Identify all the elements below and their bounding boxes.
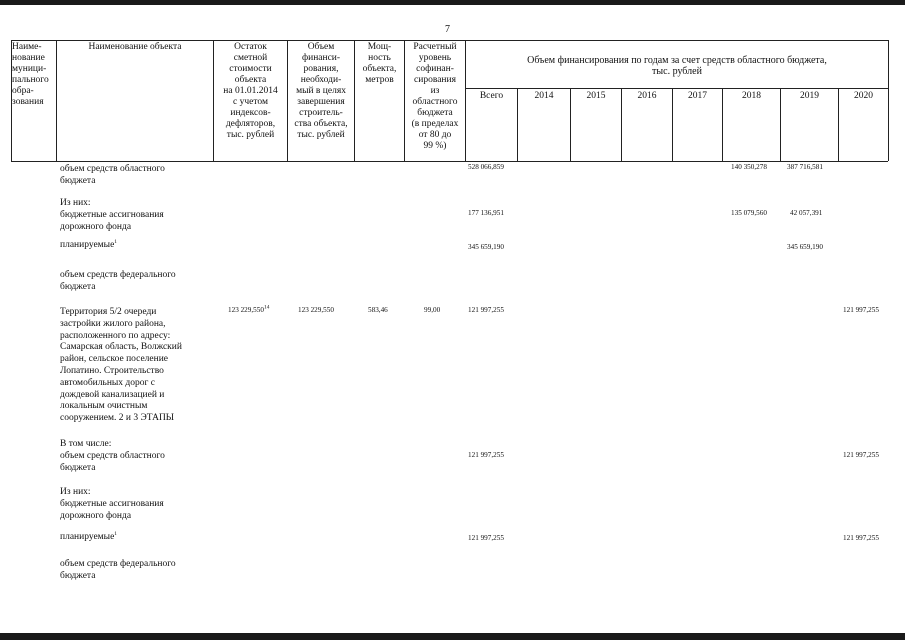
row-total: 177 136,951	[468, 209, 504, 217]
header-year-2016: 2016	[637, 91, 657, 101]
top-border	[0, 0, 905, 5]
row-2019: 42 057,391	[790, 209, 823, 217]
object-description: Территория 5/2 очереди застройки жилого района, расположенного по адресу: Самарская область, Волжский район, сельское поселение Лопатино. Строительство автомобильных дорог с дождевой канализацией и локальным очистным сооружением. 2 и 3 ЭТАПЫ	[60, 307, 182, 424]
row-label: Из них: бюджетные ассигнования дорожного фонда	[60, 487, 164, 521]
header-object-name: Наименование объекта	[88, 42, 182, 52]
header-year-total: Всего	[479, 91, 504, 101]
object-level: 99,00	[424, 306, 441, 314]
header-volume: Объем финанси- рования, необходи- мый в целях завершения строитель- ства объекта, тыс. рублей	[294, 42, 348, 140]
row-2019: 345 659,190	[787, 243, 823, 251]
row-label: В том числе: объем средств областного бюджета	[60, 439, 165, 473]
row-total: 121 997,255	[468, 451, 504, 459]
row-label: планируемые$^1$	[60, 238, 118, 250]
row-2018: 140 350,278	[731, 163, 767, 171]
header-year-2019: 2019	[800, 91, 819, 101]
row-label: Из них: бюджетные ассигнования дорожного фонда	[60, 198, 164, 232]
row-2020: 121 997,255	[843, 306, 879, 314]
header-year-2018: 2018	[742, 91, 761, 101]
row-2018: 135 079,560	[731, 209, 767, 217]
header-municipality: Наиме- нование муници- пального обра- зования	[12, 42, 49, 107]
row-total: 121 997,255	[468, 306, 504, 314]
row-total: 345 659,190	[468, 243, 504, 251]
header-capacity: Мощ- ность объекта, метров	[362, 42, 397, 85]
header-cofinancing-level: Расчетный уровень софинан- сирования из областного бюджета (в пределах от 80 до 99 %)	[411, 42, 459, 151]
row-label: объем средств областного бюджета	[60, 164, 165, 186]
row-label: объем средств федерального бюджета	[60, 559, 176, 581]
bottom-border	[0, 633, 905, 640]
object-remainder: 123 229,550$^{14}$	[228, 304, 270, 314]
object-capacity: 583,46	[368, 306, 388, 314]
page-number: 7	[445, 24, 450, 35]
object-volume: 123 229,550	[298, 306, 334, 314]
header-remainder: Остаток сметной стоимости объекта на 01.01.2014 с учетом индексов- дефляторов, тыс. рублей	[223, 42, 278, 140]
row-2020: 121 997,255	[843, 451, 879, 459]
row-2019: 387 716,581	[787, 163, 823, 171]
row-2020: 121 997,255	[843, 534, 879, 542]
row-label: планируемые$^1$	[60, 530, 118, 542]
header-funding-group: Объем финансирования по годам за счет средств областного бюджета, тыс. рублей	[527, 55, 827, 77]
header-year-2015: 2015	[586, 91, 606, 101]
header-year-2014: 2014	[534, 91, 554, 101]
header-year-2017: 2017	[688, 91, 707, 101]
row-total: 528 066,859	[468, 163, 504, 171]
row-label: объем средств федерального бюджета	[60, 270, 176, 292]
row-total: 121 997,255	[468, 534, 504, 542]
header-year-2020: 2020	[854, 91, 873, 101]
